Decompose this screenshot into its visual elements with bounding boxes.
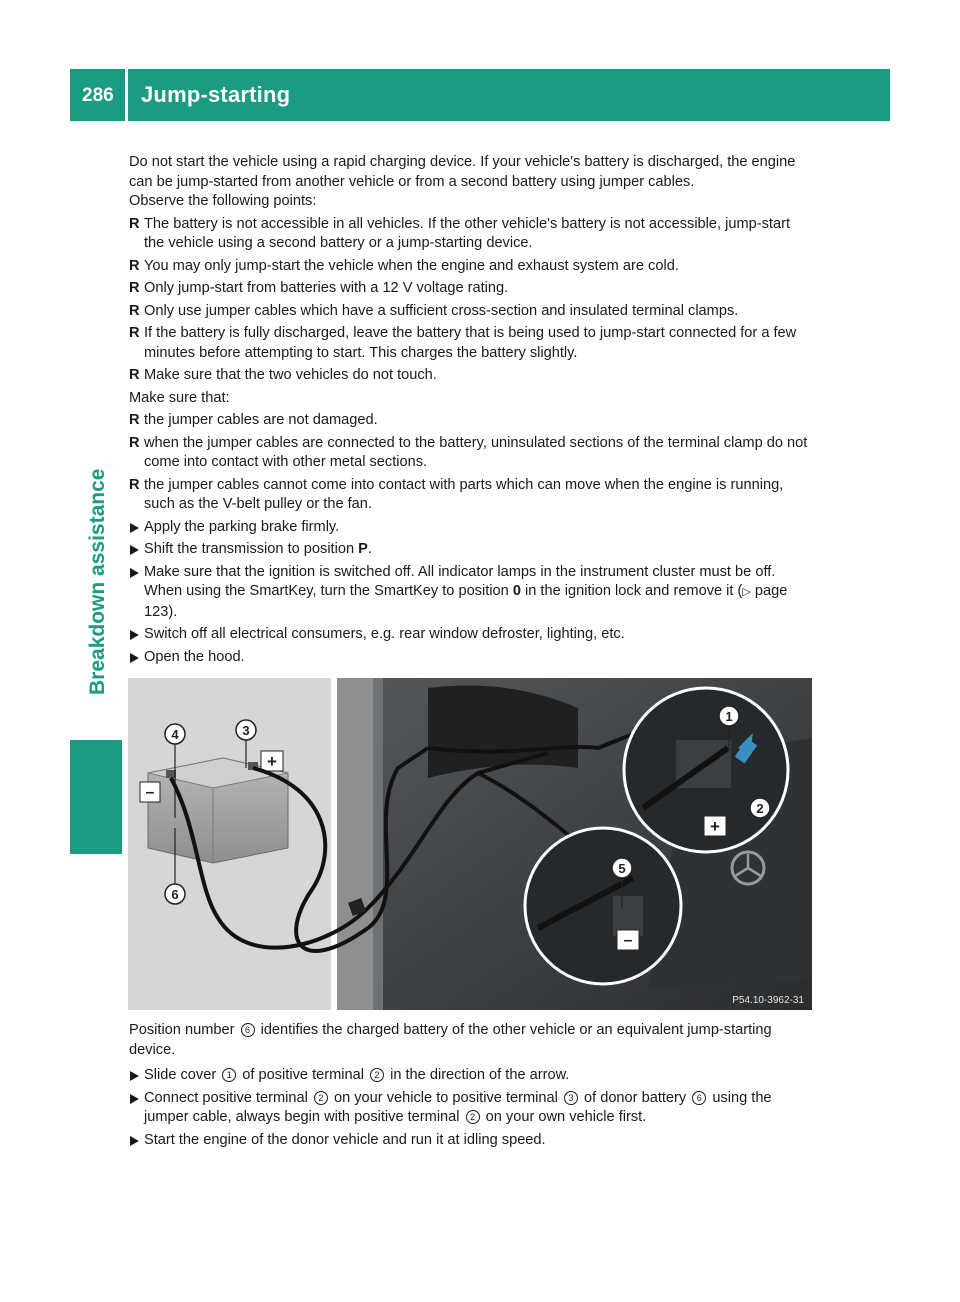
- svg-text:2: 2: [756, 801, 764, 816]
- step-item: Apply the parking brake firmly.: [129, 518, 813, 538]
- side-section-tab: [70, 740, 122, 854]
- bullet-marker: R: [129, 257, 140, 274]
- callout-number-icon: 6: [241, 1023, 255, 1037]
- callout-number-icon: 1: [222, 1068, 236, 1082]
- position-note: Position number 6 identifies the charged battery of the other vehicle or an equivalent jump-starting device.: [129, 1022, 772, 1058]
- side-section-text: Breakdown assistance: [86, 468, 109, 695]
- figure-credit: P54.10-3962-31: [732, 995, 804, 1006]
- svg-text:4: 4: [171, 727, 179, 742]
- engine-plus-label: [704, 816, 726, 836]
- list-item: R Only use jumper cables which have a sufficient cross-section and insulated terminal clamps.: [129, 302, 813, 322]
- svg-text:–: –: [623, 932, 633, 949]
- main-content: [129, 153, 813, 667]
- step-item: Start the engine of the donor vehicle and run it at idling speed.: [129, 1131, 813, 1151]
- bullet-marker: R: [129, 280, 140, 296]
- intro-paragraph: Do not start the vehicle using a rapid charging device. If your vehicle's battery is discharged, the engine can be jump-started from another vehicle or from a second battery using jumper cables.: [129, 154, 796, 190]
- list-item: R If the battery is fully discharged, leave the battery that is being used to jump-start connected for a few minutes before attempting to start. This charges the battery slightly.: [129, 325, 797, 361]
- list-item: R The battery is not accessible in all vehicles. If the other vehicle's battery is not accessible, jump-start the vehicle using a second battery or a jump-starting device.: [129, 215, 791, 251]
- header-divider: [125, 69, 128, 121]
- svg-text:5: 5: [618, 861, 626, 876]
- page-reference-link[interactable]: page 123).: [144, 583, 788, 620]
- page-title: Jump-starting: [141, 82, 291, 107]
- step-arrow-icon: [130, 1071, 139, 1081]
- list-item: R Make sure that the two vehicles do not touch.: [129, 366, 813, 386]
- step-arrow-icon: [130, 523, 139, 533]
- callout-number-icon: 2: [314, 1091, 328, 1105]
- step-item: Switch off all electrical consumers, e.g. rear window defroster, lighting, etc.: [129, 625, 813, 645]
- bullet-marker: R: [129, 302, 140, 319]
- bullet-marker: R: [129, 367, 140, 383]
- step-item: Connect positive terminal 2 on your vehicle to positive terminal 3 of donor battery 6 using the jumper cable, always begin with positive terminal 2 on your own vehicle first.: [129, 1089, 813, 1128]
- intro-observe: Observe the following points:: [129, 193, 317, 209]
- list-item: R when the jumper cables are connected to the battery, uninsulated sections of the terminal clamp do not come into contact with other metal sections.: [129, 434, 808, 470]
- callout-number-icon: 6: [692, 1091, 706, 1105]
- list-item: R the jumper cables are not damaged.: [129, 411, 813, 431]
- jump-start-illustration: [128, 678, 812, 1010]
- bullet-marker: R: [129, 412, 140, 428]
- step-item: Make sure that the ignition is switched off. All indicator lamps in the instrument cluster must be off. When using the SmartKey, turn the SmartKey to position 0 in the ignition lock and remove it (▷ page 123).: [129, 563, 813, 623]
- bullet-marker: R: [129, 215, 140, 232]
- bullet-marker: R: [129, 476, 140, 493]
- step-arrow-icon: [130, 568, 139, 578]
- list-item: R Only jump-start from batteries with a 12 V voltage rating.: [129, 279, 813, 299]
- svg-text:–: –: [145, 784, 155, 801]
- step-arrow-icon: [130, 1136, 139, 1146]
- step-arrow-icon: [130, 545, 139, 555]
- svg-text:1: 1: [725, 709, 733, 724]
- step-arrow-icon: [130, 653, 139, 663]
- detail-magnifier-negative: [525, 828, 681, 984]
- step-item: Slide cover 1 of positive terminal 2 in the direction of the arrow.: [129, 1066, 813, 1086]
- callout-number-icon: 2: [466, 1110, 480, 1124]
- step-item: Open the hood.: [129, 648, 813, 668]
- make-sure-label: Make sure that:: [129, 389, 230, 406]
- callout-number-icon: 2: [370, 1068, 384, 1082]
- svg-text:+: +: [710, 817, 720, 836]
- engine-minus-label: [617, 930, 639, 950]
- page-number: 286: [82, 85, 114, 106]
- step-arrow-icon: [130, 1094, 139, 1104]
- figure-caption-content: [129, 1021, 813, 1150]
- page-reference-icon: ▷: [742, 586, 751, 598]
- step-item: Shift the transmission to position P.: [129, 540, 813, 560]
- panel-divider: [331, 678, 337, 1010]
- svg-text:+: +: [267, 752, 277, 771]
- list-item: R the jumper cables cannot come into contact with parts which can move when the engine is running, such as the V-belt pulley or the fan.: [129, 476, 784, 512]
- battery-minus-label: [140, 782, 160, 802]
- svg-text:6: 6: [171, 887, 179, 902]
- page-header: [70, 69, 890, 121]
- step-arrow-icon: [130, 630, 139, 640]
- bullet-marker: R: [129, 325, 140, 341]
- svg-text:3: 3: [242, 723, 250, 738]
- list-item: R You may only jump-start the vehicle when the engine and exhaust system are cold.: [129, 257, 813, 277]
- callout-number-icon: 3: [564, 1091, 578, 1105]
- illustration-svg: [128, 678, 812, 1010]
- battery-plus-label: [261, 751, 283, 771]
- bullet-marker: R: [129, 434, 140, 451]
- fender-edge: [337, 678, 373, 1010]
